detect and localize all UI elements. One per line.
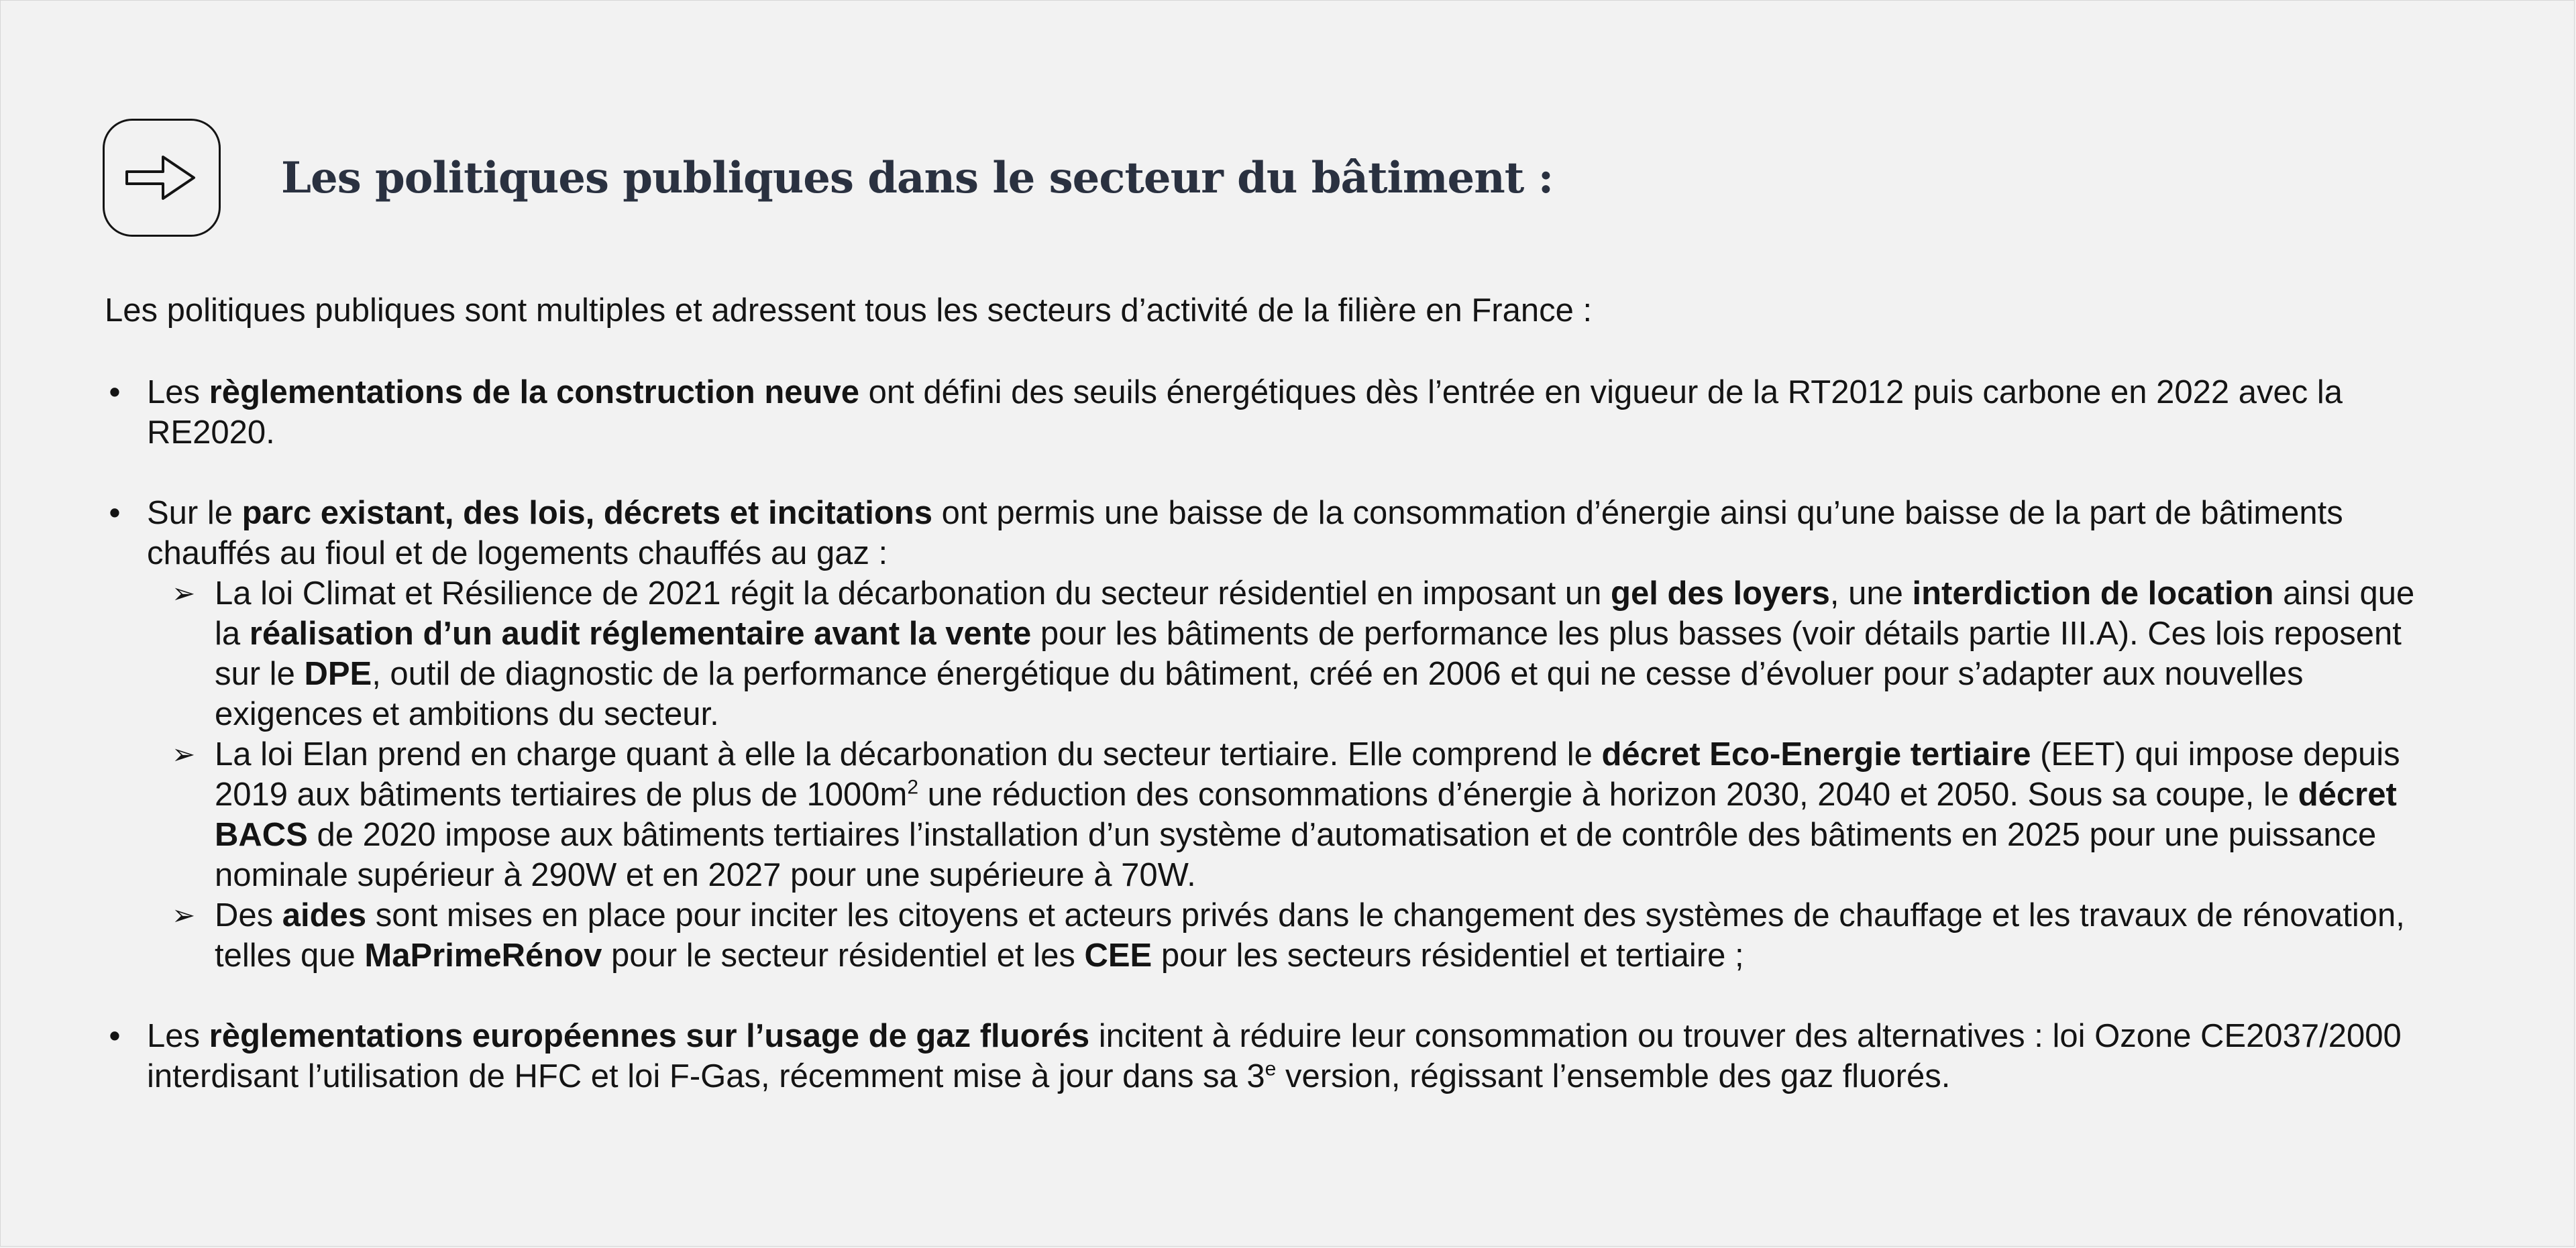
bullet-marker: •	[109, 374, 121, 410]
sub-list-container	[105, 573, 2432, 976]
bullet-list	[105, 372, 2432, 1096]
body-content	[105, 290, 2432, 1096]
sub-list-item: ➢ Des aides sont mises en place pour inciter les citoyens et acteurs privés dans le changement des systèmes de chauffage et les travaux de rénovation, telles que MaPrimeRénov pour le secteur résidentiel et les CEE pour les secteurs résidentiel et tertiaire ;	[105, 895, 2432, 976]
bullet-marker: •	[109, 1018, 121, 1054]
sub-bullet-marker: ➢	[172, 899, 196, 931]
sub-bullet-marker: ➢	[172, 577, 196, 609]
intro-paragraph: Les politiques publiques sont multiples et adressent tous les secteurs d’activité de la filière en France :	[105, 292, 1593, 329]
list-item: • Les règlementations européennes sur l’usage de gaz fluorés incitent à réduire leur consommation ou trouver des alternatives : loi Ozone CE2037/2000 interdisant l’utilisation de HFC et loi F-Gas, récemment mise à jour dans sa 3e version, régissant l’ensemble des gaz fluorés.	[105, 1016, 2432, 1096]
section-header	[103, 119, 1553, 237]
page-title: Les politiques publiques dans le secteur du bâtiment :	[281, 152, 1554, 203]
sub-list-item: ➢ La loi Elan prend en charge quant à elle la décarbonation du secteur tertiaire. Elle comprend le décret Eco-Energie tertiaire (EET) qui impose depuis 2019 aux bâtiments tertiaires de plus de $1000m^2$ une réduction des consommations d’énergie à horizon 2030, 2040 et 2050. Sous sa coupe, le décret BACS de 2020 impose aux bâtiments tertiaires l’installation d’un système d’automatisation et de contrôle des bâtiments en 2025 pour une puissance nominale supérieur à 290W et en 2027 pour une supérieure à 70W.	[105, 734, 2432, 895]
list-item: • Les règlementations de la construction neuve ont défini des seuils énergétiques dès l’entrée en vigueur de la RT2012 puis carbone en 2022 avec la RE2020.	[105, 372, 2432, 453]
list-item: • Sur le parc existant, des lois, décrets et incitations ont permis une baisse de la consommation d’énergie ainsi qu’une baisse de la part de bâtiments chauffés au fioul et de logements chauffés au gaz :	[105, 493, 2432, 573]
arrow-right-icon	[103, 119, 221, 237]
sub-list-item: ➢ La loi Climat et Résilience de 2021 régit la décarbonation du secteur résidentiel en imposant un gel des loyers, une interdiction de location ainsi que la réalisation d’un audit réglementaire avant la vente pour les bâtiments de performance les plus basses (voir détails partie III.A). Ces lois reposent sur le DPE, outil de diagnostic de la performance énergétique du bâtiment, créé en 2006 et qui ne cesse d’évoluer pour s’adapter aux nouvelles exigences et ambitions du secteur.	[105, 573, 2432, 734]
sub-list	[105, 573, 2432, 976]
bullet-marker: •	[109, 495, 121, 531]
sub-bullet-marker: ➢	[172, 738, 196, 770]
